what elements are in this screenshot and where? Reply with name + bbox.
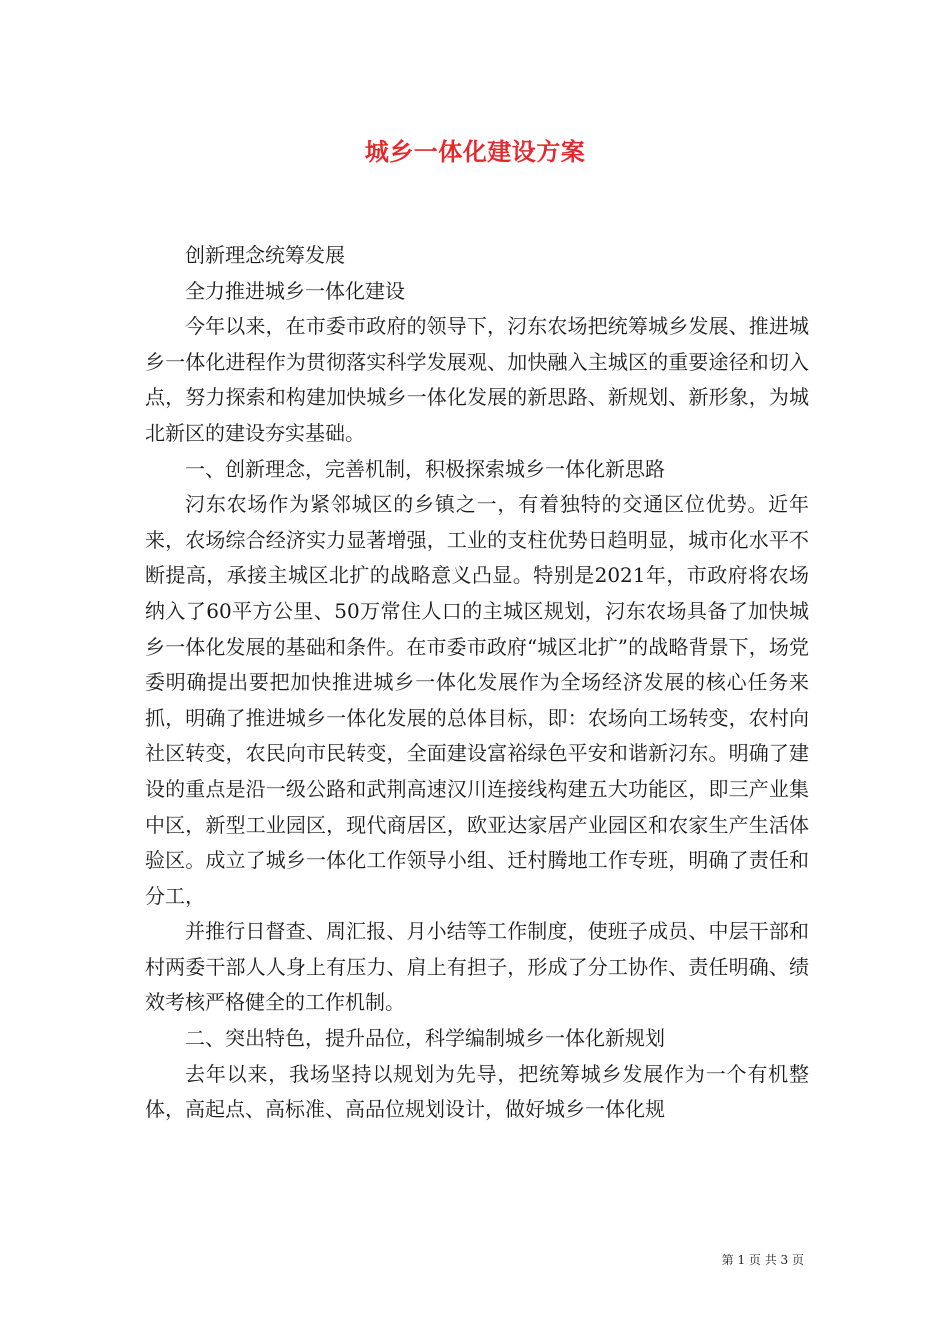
section-heading-2: 二、突出特色，提升品位，科学编制城乡一体化新规划 (185, 1026, 665, 1051)
paragraph: 汈东农场作为紧邻城区的乡镇之一，有着独特的交通区位优势。近年来，农场综合经济实力显著增强，工业的支柱优势日趋明显，城市化水平不断提高，承接主城区北扩的战略意义凸显。特别是2021年，市政府将农场纳入了60平方公里、50万常住人口的主城区规划，汈东农场具备了加快城乡一体化发展的基础和条件。在市委市政府“城区北扩”的战略背景下，场党委明确提出要把加快推进城乡一体化发展作为全场经济发展的核心任务来抓，明确了推进城乡一体化发展的总体目标，即：农场向工场转变，农村向社区转变，农民向市民转变，全面建设富裕绿色平安和谐新汈东。明确了建设的重点是沿一级公路和武荆高速汉川连接线构建五大功能区，即三产业集中区，新型工业园区，现代商居区，欧亚达家居产业园区和农家生产生活体验区。成立了城乡一体化工作领导小组、迁村腾地工作专班，明确了责任和分工， (145, 492, 809, 908)
paragraph: 并推行日督查、周汇报、月小结等工作制度，使班子成员、中层干部和村两委干部人人身上有压力、肩上有担子，形成了分工协作、责任明确、绩效考核严格健全的工作机制。 (145, 919, 809, 1015)
paragraph-subtitle-1: 创新理念统筹发展 (185, 243, 345, 267)
paragraph: 去年以来，我场坚持以规划为先导，把统筹城乡发展作为一个有机整体，高起点、高标准、高品位规划设计，做好城乡一体化规 (145, 1061, 809, 1122)
document-title: 城乡一体化建设方案 (364, 137, 586, 166)
document-body (145, 238, 809, 1128)
paragraph: 今年以来，在市委市政府的领导下，汈东农场把统筹城乡发展、推进城乡一体化进程作为贯彻落实科学发展观、加快融入主城区的重要途径和切入点，努力探索和构建加快城乡一体化发展的新思路、新规划、新形象，为城北新区的建设夯实基础。 (145, 314, 809, 445)
page-number: 第 1 页 共 3 页 (721, 1253, 804, 1267)
section-heading-1: 一、创新理念，完善机制，积极探索城乡一体化新思路 (185, 456, 665, 481)
paragraph-subtitle-2: 全力推进城乡一体化建设 (185, 278, 405, 303)
